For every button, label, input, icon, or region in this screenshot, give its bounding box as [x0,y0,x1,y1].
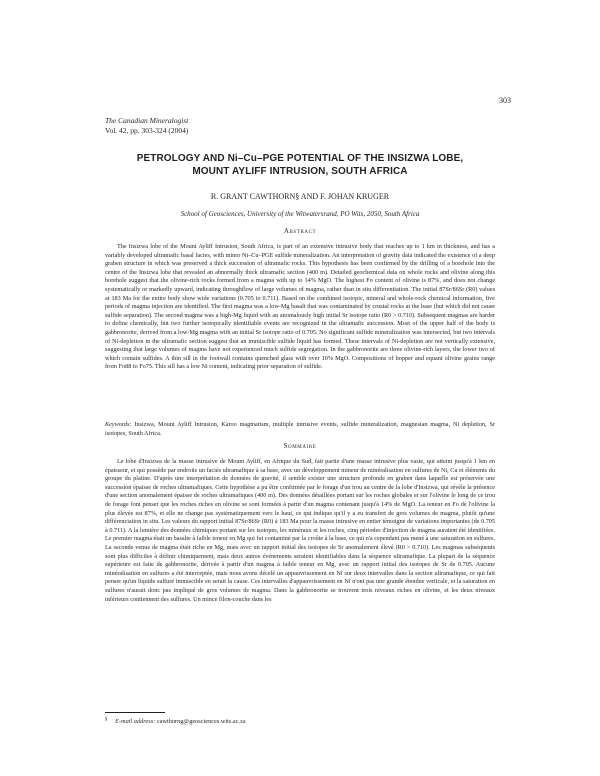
abstract-heading: Abstract [283,227,317,235]
authors: R. GRANT CAWTHORN§ AND F. JOHAN KRUGER [210,192,390,201]
journal-citation [105,116,188,135]
abstract-body: The Insizwa lobe of the Mount Ayliff Intrusion, South Africa, is part of an extensive intrusive body that reaches up to 1 km in thickness, and has a variably developed ultramafic basal facies, with minor Ni–Cu–PGE sulfide mineralization. An interpretation of gravity data indicated the existence of a deep graben structure in which was preserved a thick succession of ultramafic rocks. This hypothesis has been confirmed by the drilling of a borehole into the centre of the Insizwa lobe that revealed an abnormally thick ultramafic section (400 m). Detailed geochemical data on whole rocks and olivine along this borehole suggest that the olivine-rich rocks formed from a magma with up to 14% MgO. The highest Fo content of olivine is 87%, and does not change systematically or markedly upward, indicating throughflow of large volumes of magma, rather than in situ differentiation. The initial 87Sr/86Sr (R0) values at 183 Ma for the entire body show wide variations (0.705 to 0.711). Based on the combined isotopic, mineral and whole-rock chemical information, five periods of magma injection are identified. The first magma was a low-Mg basalt that was contaminated by crustal rocks at the base (but which did not cause sulfide separation). The second magma was a high-Mg liquid with an anomalously high initial Sr isotope ratio (R0 > 0.710). Subsequent magmas are harder to define chemically, but two further isotopically identifiable events are recognized in the ultramafic succession. Most of the upper half of the body is gabbronorite, derived from a low-Mg magma with an initial Sr isotope ratio of 0.705. No significant sulfide mineralization was intersected, but two intervals of Ni-depletion in the ultramafic section suggest that an immiscible sulfide liquid has formed. These intervals of Ni-depletion are not vertically extensive, suggesting that large volumes of magma have not experienced much sulfide segregation. In the gabbronorite are three olivine-rich layers, the lower two of which contain sulfides. A thin sill in the footwall contains quenched glass with over 10% MgO. Compositions of hopper and equant olivine grains range from Fo88 to Fo75. This sill has a low Ni content, indicating prior separation of sulfide. [105,243,495,371]
title-line-1: PETROLOGY AND Ni–Cu–PGE POTENTIAL OF THE INSIZWA LOBE, [136,153,464,164]
sommaire-heading: Sommaire [283,442,317,450]
keywords-list: Insizwa, Mount Ayliff Intrusion, Karoo magmatism, multiple intrusive events, sulfide mineralization, magnesian magma, Ni depletion, Sr isotopes, South Africa. [105,421,495,437]
volume-info: Vol. 42, pp. 303-324 (2004) [105,125,189,135]
keywords [105,421,495,438]
affiliation: School of Geosciences, University of the Witwatersrand, PO Wits, 2050, South Africa [180,210,420,218]
keywords-label: Keywords: [105,421,132,428]
page-number: 303 [499,96,511,105]
footnote [105,717,246,725]
footnote-divider [105,712,165,713]
footnote-email[interactable]: cawthorng@geosciences.wits.ac.za [156,718,246,726]
footnote-mark: § [105,717,108,722]
article-title [105,153,495,178]
footnote-label: E-mail address: [115,718,156,726]
title-line-2: MOUNT AYLIFF INTRUSION, SOUTH AFRICA [192,165,408,177]
sommaire-body: Le lobe d'Insizwa de la masse intrusive de Mount Ayliff, en Afrique du Sud, fait partie d'une masse intrusive plus vaste, qui atteint jusqu'à 1 km en épaisseur, et qui possède par endroits un faciès ultramafique à sa base, avec un développement mineur de minéralisation en sulfures de Ni, Cu et éléments du groupe du platine. D'après une interprétation de données de gravité, il semble exister une structure profonde en graben dans laquelle est préservée une succession épaisse de roches ultramafiques. Cette hypothèse a pu être confirmée par le forage d'un trou au centre de la lobe d'Insizwa, qui révèle la présence d'une section anomalement épaisse de roches ultramafiques (400 m). Des données détaillées portant sur les roches globales et sur l'olivine le long de ce trou de forage font penser que les roches riches en olivine se sont formées à partir d'un magma contenant jusqu'à 14% de MgO. La teneur en Fo de l'olivine la plus élevée est 87%, et elle ne change pas systématiquement vers le haut, ce qui indique qu'il y a eu transfert de gros volumes de magma, plutôt qu'une différenciation in situ. Les valeurs du rapport initial 87Sr/86Sr (R0) à 183 Ma pour la masse intrusive en entier témoigne de variations importantes (de 0.705 à 0.711). A la lumière des données chimiques portant sur les isotopes, les minéraux et les roches, cinq périodes d'injection de magma auraient été identifiées. Le premier magma était un basalte à faible teneur en Mg qui fut contaminé par la croûte à la base, ce qui n'a cependant pas mené à une saturation en sulfures. La seconde venue de magma était riche en Mg, mais avec un rapport initial des isotopes de Sr anomalement élevé (R0 > 0.710). Les magmas subséquents sont plus difficiles à définir chimiquement, mais deux autres événements seraient identifiables dans la séquence ultramafique. La plupart de la séquence supérieure est faite de gabbronorite, dérivée à partir d'un magma à faible teneur en Mg, avec un rapport initial des isotopes de Sr de 0.705. Aucune minéralisation en sulfures a été interceptée, mais nous avons décelé un appauvrissement en Ni sur deux intervalles dans la section ultramafique, ce qui fait penser qu'un liquide sulfuré immiscible en serait la cause. Ces intervalles d'appauvrissement en Ni n'ont pas une grande étendue verticale, et la saturation en sulfures n'aurait donc pas impliqué de gros volumes de magma. Dans la gabbronorite se trouvent trois niveaux riches en olivine, et les deux niveaux inférieurs contiennent des sulfures. Un mince filon-couche dans les [105,458,495,603]
journal-name: The Canadian Mineralogist [105,116,189,125]
